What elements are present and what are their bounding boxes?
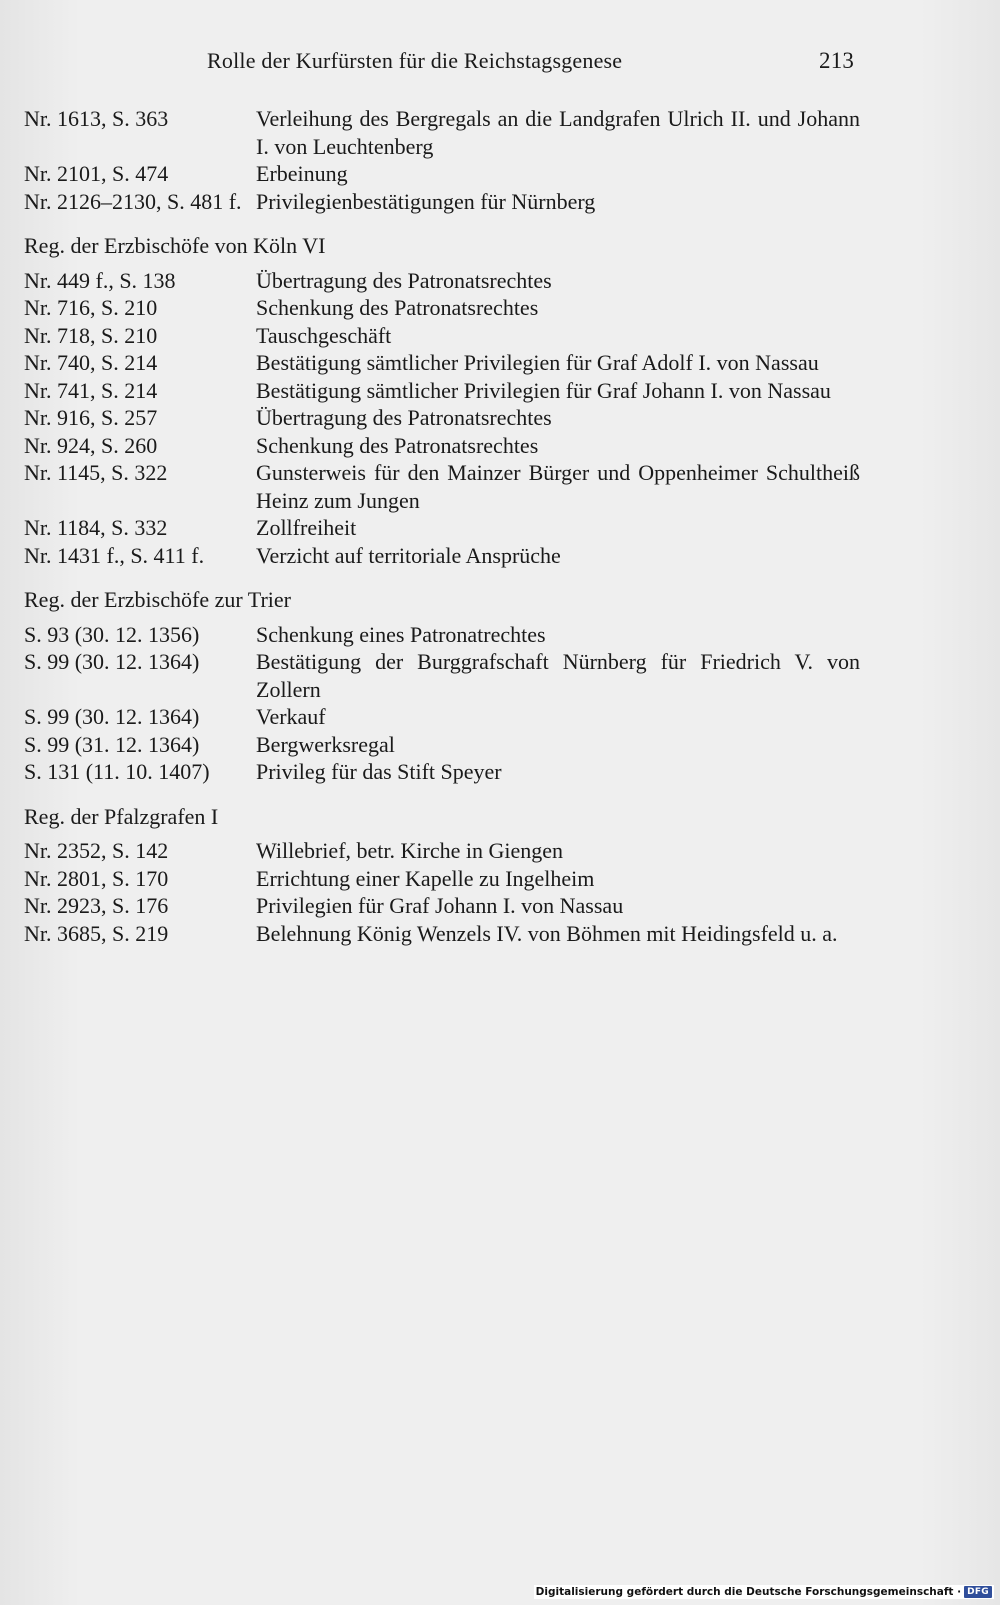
entry-reference: Nr. 718, S. 210 — [24, 322, 158, 348]
register-entry — [24, 432, 860, 460]
entry-reference: Nr. 1613, S. 363 — [24, 106, 169, 131]
register-entry — [24, 349, 860, 377]
entry-description: Schenkung des Patronatsrechtes — [256, 295, 539, 320]
entry-description: Belehnung König Wenzels IV. von Böhmen mit Heidingsfeld u. a. — [256, 920, 838, 946]
register-entry — [24, 837, 860, 865]
section-title: Reg. der Pfalzgrafen I — [24, 803, 219, 829]
register-entry — [24, 322, 860, 350]
register-entry — [24, 294, 860, 322]
entry-reference: S. 93 (30. 12. 1356) — [24, 621, 200, 647]
entry-reference: Nr. 1431 f., S. 411 f. — [24, 542, 205, 568]
entry-reference: Nr. 449 f., S. 138 — [24, 267, 176, 293]
section-title: Reg. der Erzbischöfe zur Trier — [24, 587, 291, 612]
running-title: Rolle der Kurfürsten für die Reichstagsgenese — [207, 48, 623, 73]
credit-text: Digitalisierung gefördert durch die Deutsche Forschungsgemeinschaft · — [535, 1586, 962, 1598]
register-entry — [24, 377, 860, 405]
page-header — [0, 44, 1000, 78]
entry-reference: Nr. 2352, S. 142 — [24, 838, 169, 863]
register-entry — [24, 703, 860, 731]
register-entry — [24, 621, 860, 649]
register-entry — [24, 267, 860, 295]
register-entry — [24, 404, 860, 432]
entry-reference: Nr. 924, S. 260 — [24, 432, 158, 458]
entry-description: Schenkung des Patronatsrechtes — [256, 432, 539, 458]
register-entry — [24, 188, 860, 216]
entry-description: Bestätigung der Burggrafschaft Nürnberg für Friedrich V. von Zollern — [256, 649, 860, 702]
entry-reference: Nr. 2923, S. 176 — [24, 893, 169, 918]
entry-description: Privileg für das Stift Speyer — [256, 759, 502, 784]
page-number: 213 — [819, 48, 855, 73]
register-entry — [24, 758, 860, 786]
register-entry — [24, 648, 860, 703]
entry-reference: Nr. 1145, S. 322 — [24, 460, 168, 485]
entry-reference: Nr. 1184, S. 332 — [24, 515, 168, 540]
register-section — [24, 803, 860, 948]
register-entry — [24, 920, 860, 948]
entry-description: Willebrief, betr. Kirche in Giengen — [256, 838, 564, 863]
entry-description: Bestätigung sämtlicher Privilegien für Graf Adolf I. von Nassau — [256, 350, 819, 375]
register-section — [24, 105, 860, 215]
register-entry — [24, 892, 860, 920]
digitization-credit — [534, 1585, 994, 1599]
entry-reference: S. 99 (31. 12. 1364) — [24, 731, 200, 757]
entry-reference: S. 99 (30. 12. 1364) — [24, 704, 200, 729]
register-entry — [24, 160, 860, 188]
register-list — [24, 105, 860, 947]
entry-reference: Nr. 716, S. 210 — [24, 295, 158, 320]
entry-description: Bestätigung sämtlicher Privilegien für Graf Johann I. von Nassau — [256, 377, 831, 403]
section-title: Reg. der Erzbischöfe von Köln VI — [24, 233, 326, 258]
entry-description: Verzicht auf territoriale Ansprüche — [256, 542, 561, 568]
entry-description: Schenkung eines Patronatrechtes — [256, 621, 546, 647]
register-entry — [24, 105, 860, 160]
entry-description: Privilegienbestätigungen für Nürnberg — [256, 188, 596, 214]
entry-description: Übertragung des Patronatsrechtes — [256, 267, 552, 293]
entry-description: Verleihung des Bergregals an die Landgrafen Ulrich II. und Johann I. von Leuchtenberg — [256, 106, 860, 159]
register-entry — [24, 731, 860, 759]
entry-description: Zollfreiheit — [256, 515, 357, 540]
register-entry — [24, 459, 860, 514]
entry-reference: Nr. 740, S. 214 — [24, 350, 158, 375]
entry-description: Privilegien für Graf Johann I. von Nassau — [256, 893, 624, 918]
entry-description: Erbeinung — [256, 161, 348, 186]
entry-description: Übertragung des Patronatsrechtes — [256, 405, 552, 430]
entry-description: Errichtung einer Kapelle zu Ingelheim — [256, 865, 595, 891]
register-entry — [24, 542, 860, 570]
entry-description: Bergwerksregal — [256, 731, 395, 757]
entry-reference: Nr. 3685, S. 219 — [24, 920, 169, 946]
register-section — [24, 232, 860, 569]
entry-reference: Nr. 2101, S. 474 — [24, 161, 169, 186]
register-entry — [24, 514, 860, 542]
dfg-logo-icon: DFG — [964, 1586, 992, 1598]
register-section — [24, 586, 860, 786]
entry-reference: Nr. 2126–2130, S. 481 f. — [24, 188, 242, 214]
entry-reference: Nr. 2801, S. 170 — [24, 865, 169, 891]
entry-description: Verkauf — [256, 704, 326, 729]
entry-reference: Nr. 916, S. 257 — [24, 405, 158, 430]
entry-description: Tauschgeschäft — [256, 322, 392, 348]
entry-description: Gunsterweis für den Mainzer Bürger und Oppenheimer Schultheiß Heinz zum Jungen — [256, 460, 860, 513]
entry-reference: Nr. 741, S. 214 — [24, 377, 158, 403]
register-entry — [24, 865, 860, 893]
entry-reference: S. 131 (11. 10. 1407) — [24, 759, 210, 784]
entry-reference: S. 99 (30. 12. 1364) — [24, 649, 200, 674]
